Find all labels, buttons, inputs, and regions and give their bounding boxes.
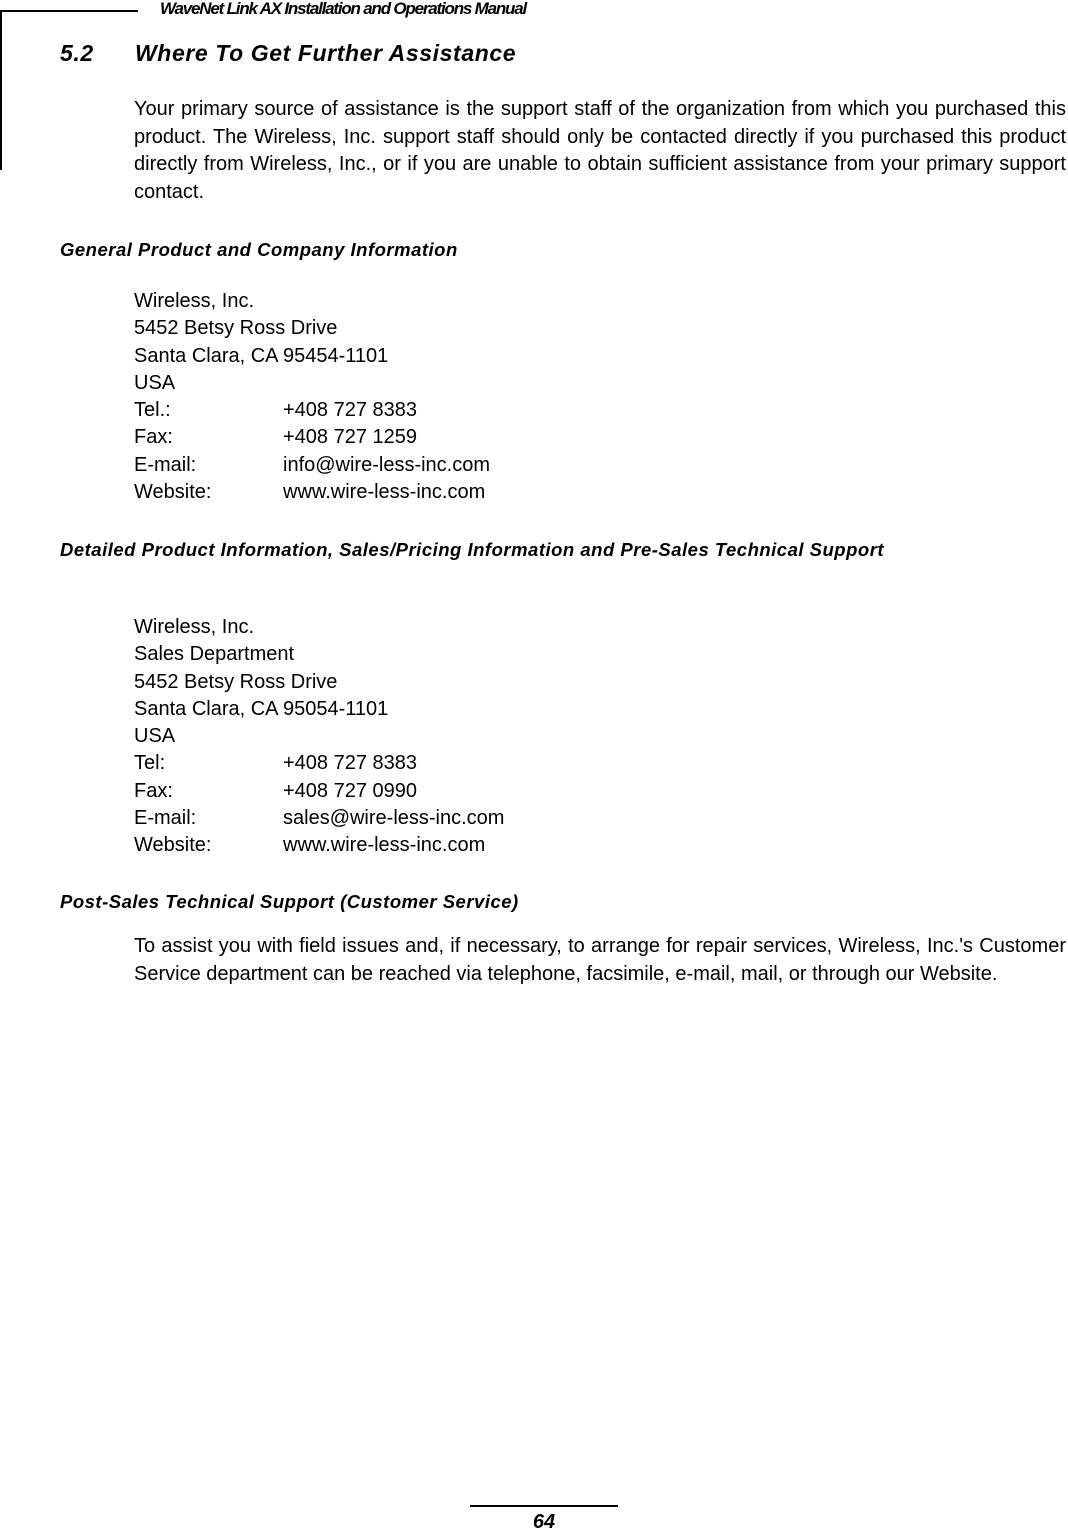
email-value: info@wire-less-inc.com [283,453,491,476]
tel-value: +408 727 8383 [283,752,418,775]
header-frame-left-rule [0,10,2,170]
fax-row [134,424,490,451]
fax-label: Fax: [134,779,173,802]
post-sales-heading: Post-Sales Technical Support (Customer Service) [60,891,519,912]
intro-paragraph: Your primary source of assistance is the support staff of the organization from which you purchased this product. The Wireless, Inc. support staff should only be contacted directly if you purchased this product directly from Wireless, Inc., or if you are unable to obtain sufficient assistance from your primary support contact. [134,98,1066,203]
website-row [134,479,490,506]
tel-label: Tel.: [134,399,171,422]
fax-value: +408 727 1259 [283,426,418,449]
tel-label: Tel: [134,752,166,775]
tel-row [134,397,490,424]
footer-rule [470,1505,618,1507]
post-sales-paragraph: To assist you with field issues and, if necessary, to arrange for repair services, Wireless, Inc.'s Customer Service department can be reached via telephone, facsimile, e-mail, mail, or through our Website. [134,935,1066,985]
email-label: E-mail: [134,807,197,830]
country: USA [134,725,176,748]
department: Sales Department [134,643,295,666]
section-number: 5.2 [60,40,94,66]
fax-row [134,778,504,805]
header-frame-top-rule [0,10,138,12]
fax-value: +408 727 0990 [283,779,418,802]
city-state-zip: Santa Clara, CA 95054-1101 [134,697,389,720]
email-value: sales@wire-less-inc.com [283,807,505,830]
email-row [134,805,504,832]
sales-info-heading: Detailed Product Information, Sales/Pricing Information and Pre-Sales Technical Support [60,539,885,560]
fax-label: Fax: [134,426,173,449]
email-label: E-mail: [134,453,197,476]
company-name: Wireless, Inc. [134,616,255,638]
running-header: WaveNet Link AX Installation and Operations Manual [160,0,527,18]
country: USA [134,371,176,394]
tel-value: +408 727 8383 [283,399,418,422]
company-name: Wireless, Inc. [134,290,255,312]
general-info-heading: General Product and Company Information [60,239,458,260]
page-number: 64 [532,1511,556,1533]
website-label: Website: [134,834,212,857]
website-row [134,832,504,859]
general-contact-block [134,288,490,506]
website-label: Website: [134,481,212,504]
section-heading [60,40,516,67]
sales-contact-block [134,614,504,860]
city-state-zip: Santa Clara, CA 95454-1101 [134,344,389,367]
website-value: www.wire-less-inc.com [283,481,486,504]
website-value: www.wire-less-inc.com [283,834,486,857]
street-address: 5452 Betsy Ross Drive [134,670,338,693]
section-title: Where To Get Further Assistance [135,40,517,66]
street-address: 5452 Betsy Ross Drive [134,317,338,340]
email-row [134,452,490,479]
tel-row [134,750,504,777]
